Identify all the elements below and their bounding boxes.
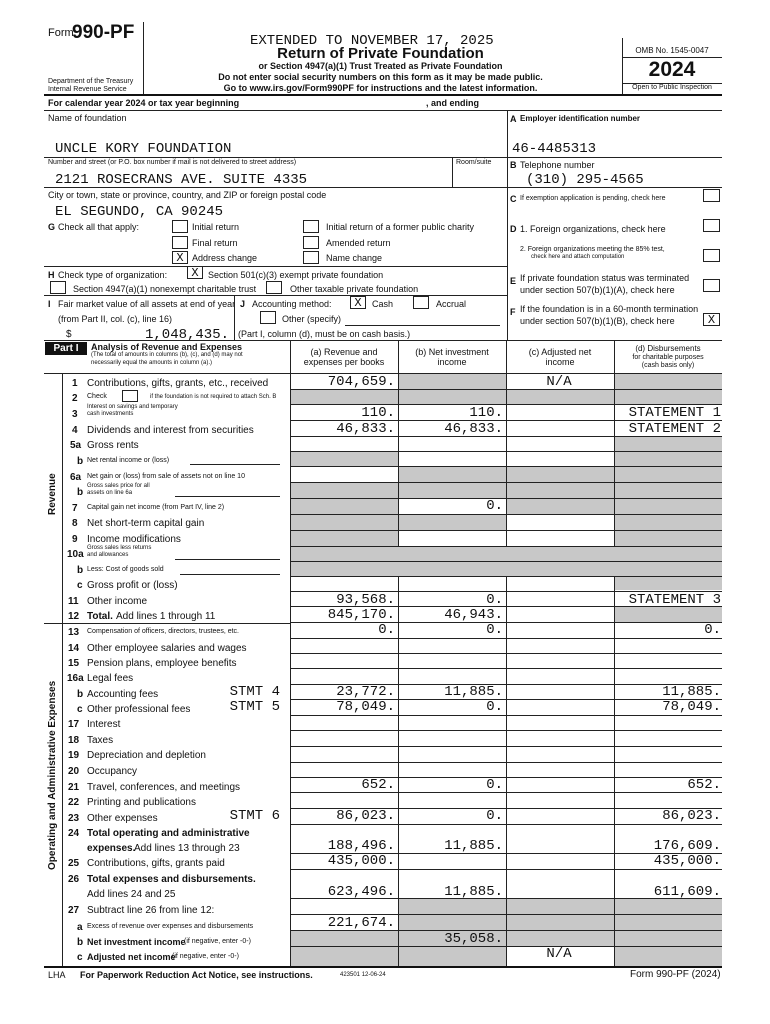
lha-label: LHA bbox=[48, 970, 66, 980]
line-27-label: Subtract line 26 from line 12: bbox=[87, 905, 215, 916]
line-5a-label: Gross rents bbox=[87, 440, 139, 451]
line-16b-num: b bbox=[77, 689, 84, 700]
line-24-num: 24 bbox=[68, 828, 80, 839]
line-20-num: 20 bbox=[68, 766, 80, 777]
line-1-col-c: N/A bbox=[546, 374, 572, 390]
address-change-checkbox[interactable]: X bbox=[172, 251, 188, 264]
line-4-col-b: 46,833. bbox=[444, 421, 503, 437]
line-2-note: if the foundation is not required to attach Sch. B bbox=[150, 394, 277, 400]
line-1-num: 1 bbox=[72, 378, 78, 389]
other-method-label: Other (specify) bbox=[282, 314, 342, 324]
c-checkbox[interactable] bbox=[703, 189, 720, 202]
line-5b-label: Net rental income or (loss) bbox=[87, 457, 170, 464]
street-label: Number and street (or P.O. box number if mail is not delivered to street address) bbox=[48, 159, 297, 166]
line-27c-col-c: N/A bbox=[546, 946, 572, 962]
f-line1: If the foundation is in a 60-month termination bbox=[520, 304, 699, 314]
i-letter: I bbox=[48, 299, 51, 309]
initial-return-checkbox[interactable] bbox=[172, 220, 188, 233]
final-return-checkbox[interactable] bbox=[172, 236, 188, 249]
g-label: Check all that apply: bbox=[58, 222, 140, 232]
part-i-title: Analysis of Revenue and Expenses bbox=[91, 342, 243, 352]
line-24-label: Total operating and administrative bbox=[87, 828, 250, 839]
line-3-label2: cash investments bbox=[87, 411, 134, 417]
line-12-label: Total. bbox=[87, 611, 113, 622]
line-10c-num: c bbox=[77, 580, 83, 591]
line-4-label: Dividends and interest from securities bbox=[87, 425, 254, 436]
col-c-header2: income bbox=[545, 357, 575, 367]
part-i-desc1: (The total of amounts in columns (b), (c), and (d) may not bbox=[91, 352, 243, 358]
h-4947-checkbox[interactable] bbox=[50, 281, 66, 294]
line-16a-label: Legal fees bbox=[87, 673, 134, 684]
cash-label: Cash bbox=[372, 299, 394, 309]
accrual-label: Accrual bbox=[436, 299, 467, 309]
line-21-num: 21 bbox=[68, 782, 80, 793]
col-d-header3: (cash basis only) bbox=[641, 362, 695, 369]
part-i-desc2: necessarily equal the amounts in column (a).) bbox=[91, 360, 213, 366]
line-24-col-d: 176,609. bbox=[653, 838, 721, 854]
line-10a-label2: and allowances bbox=[87, 552, 129, 558]
line-2-num: 2 bbox=[72, 393, 78, 404]
line-4-col-a: 46,833. bbox=[336, 421, 395, 437]
col-a-header2: expenses per books bbox=[303, 357, 385, 367]
line-3-label: Interest on savings and temporary bbox=[87, 404, 178, 410]
line-8-num: 8 bbox=[72, 518, 78, 529]
line-16c-col-a: 78,049. bbox=[336, 699, 395, 715]
line-24-col-a: 188,496. bbox=[327, 838, 395, 854]
line-23-stmt[interactable]: STMT 6 bbox=[229, 808, 280, 824]
line-26-label2: Add lines 24 and 25 bbox=[87, 889, 176, 900]
line-5a-num: 5a bbox=[70, 440, 82, 451]
line-21-col-a: 652. bbox=[361, 777, 395, 793]
line-10c-label: Gross profit or (loss) bbox=[87, 580, 178, 591]
line-3-num: 3 bbox=[72, 409, 78, 420]
accrual-checkbox[interactable] bbox=[413, 296, 429, 309]
line-16b-stmt[interactable]: STMT 4 bbox=[229, 684, 280, 700]
line-4-num: 4 bbox=[72, 425, 78, 436]
line-25-col-a: 435,000. bbox=[327, 853, 395, 869]
line-16b-col-a: 23,772. bbox=[336, 684, 395, 700]
line-6b-label2: assets on line 6a bbox=[87, 490, 133, 496]
d-letter: D bbox=[510, 224, 517, 234]
line-27-num: 27 bbox=[68, 905, 80, 916]
city-label: City or town, state or province, country, and ZIP or foreign postal code bbox=[48, 190, 327, 200]
line-16c-stmt[interactable]: STMT 5 bbox=[229, 699, 280, 715]
e-letter: E bbox=[510, 276, 517, 286]
line-26-col-a: 623,496. bbox=[327, 884, 395, 900]
line-27c-num: c bbox=[77, 952, 83, 963]
line-17-num: 17 bbox=[68, 719, 80, 730]
line-16c-num: c bbox=[77, 704, 83, 715]
department: Department of the Treasury bbox=[48, 78, 134, 85]
line-3-col-d: STATEMENT 1 bbox=[628, 405, 721, 421]
line-11-col-a: 93,568. bbox=[336, 592, 395, 608]
final-return-label: Final return bbox=[192, 238, 238, 248]
d1-label: 1. Foreign organizations, check here bbox=[520, 224, 666, 234]
col-b-header: (b) Net investment bbox=[415, 347, 489, 357]
f-letter: F bbox=[510, 307, 516, 317]
line-27c-label2: (if negative, enter -0-) bbox=[172, 953, 239, 960]
ein-letter: A bbox=[510, 114, 517, 124]
line-12-col-b: 46,943. bbox=[444, 607, 503, 623]
line-19-label: Depreciation and depletion bbox=[87, 750, 206, 761]
col-c-header: (c) Adjusted net bbox=[528, 347, 592, 357]
line-27a-label: Excess of revenue over expenses and disbursements bbox=[87, 923, 254, 930]
amended-return-checkbox[interactable] bbox=[303, 236, 319, 249]
line-10b-label: Less: Cost of goods sold bbox=[87, 566, 164, 573]
line-10a-num: 10a bbox=[67, 549, 84, 560]
foundation-name: UNCLE KORY FOUNDATION bbox=[55, 141, 232, 157]
line-7-col-b: 0. bbox=[486, 498, 503, 514]
e-line1: If private foundation status was terminated bbox=[520, 273, 690, 283]
e-line2: under section 507(b)(1)(A), check here bbox=[520, 285, 675, 295]
line-6b-num: b bbox=[77, 487, 84, 498]
form-label: Form bbox=[48, 27, 74, 39]
col-b-header2: income bbox=[437, 357, 467, 367]
line-6a-label: Net gain or (loss) from sale of assets not on line 10 bbox=[87, 473, 245, 480]
d2-checkbox[interactable] bbox=[703, 249, 720, 262]
line-27c-label: Adjusted net income bbox=[87, 952, 176, 962]
line-10a-label: Gross sales less returns bbox=[87, 545, 152, 551]
line-13-col-a: 0. bbox=[378, 622, 395, 638]
line-21-col-d: 652. bbox=[687, 777, 721, 793]
c-label: If exemption application is pending, check here bbox=[520, 195, 666, 202]
form-title: Return of Private Foundation bbox=[277, 45, 484, 62]
f-line2: under section 507(b)(1)(B), check here bbox=[520, 316, 675, 326]
col-a-header: (a) Revenue and bbox=[310, 347, 378, 357]
name-change-label: Name change bbox=[326, 253, 383, 263]
line-20-label: Occupancy bbox=[87, 766, 138, 777]
street-address: 2121 ROSECRANS AVE. SUITE 4335 bbox=[55, 172, 308, 188]
line-25-label: Contributions, gifts, grants paid bbox=[87, 858, 225, 869]
line-22-label: Printing and publications bbox=[87, 797, 196, 808]
line-27b-label: Net investment income bbox=[87, 937, 186, 947]
j-note: (Part I, column (d), must be on cash basis.) bbox=[238, 329, 411, 339]
line-21-label: Travel, conferences, and meetings bbox=[87, 782, 241, 793]
line-3-col-a: 110. bbox=[361, 405, 395, 421]
h-other-label: Other taxable private foundation bbox=[290, 284, 419, 294]
line-7-num: 7 bbox=[72, 503, 78, 514]
line-19-num: 19 bbox=[68, 750, 80, 761]
line-27a-num: a bbox=[77, 922, 83, 933]
ein-label: Employer identification number bbox=[520, 114, 641, 123]
h-501c3-checkbox[interactable]: X bbox=[187, 266, 203, 279]
h-label: Check type of organization: bbox=[58, 270, 168, 280]
amended-return-label: Amended return bbox=[326, 238, 391, 248]
initial-former-checkbox[interactable] bbox=[303, 220, 319, 233]
extended-notice: EXTENDED TO NOVEMBER 17, 2025 bbox=[250, 33, 494, 49]
paperwork-notice: For Paperwork Reduction Act Notice, see instructions. bbox=[80, 970, 313, 980]
line-13-col-b: 0. bbox=[486, 622, 503, 638]
line-10b-num: b bbox=[77, 565, 84, 576]
line-15-label: Pension plans, employee benefits bbox=[87, 658, 237, 669]
line-12-num: 12 bbox=[68, 611, 80, 622]
f-checkbox[interactable]: X bbox=[703, 313, 720, 326]
foundation-name-label: Name of foundation bbox=[48, 113, 127, 123]
g-letter: G bbox=[48, 222, 56, 232]
line-13-col-d: 0. bbox=[704, 622, 721, 638]
d2-label-a: 2. Foreign organizations meeting the 85% test, bbox=[520, 246, 665, 253]
omb-number: OMB No. 1545-0047 bbox=[635, 46, 709, 55]
line-27b-col-b: 35,058. bbox=[444, 931, 503, 947]
other-method-checkbox[interactable] bbox=[260, 311, 276, 324]
line-16c-col-d: 78,049. bbox=[662, 699, 721, 715]
line-5b-num: b bbox=[77, 456, 84, 467]
line-24-label2: expenses. bbox=[87, 843, 136, 854]
fair-market-value: 1,048,435. bbox=[145, 327, 230, 343]
part-i-label: Part I bbox=[45, 342, 87, 355]
line-2-label: Check bbox=[87, 393, 107, 400]
line-18-num: 18 bbox=[68, 735, 80, 746]
line-6b-label: Gross sales price for all bbox=[87, 483, 150, 489]
and-ending-label: , and ending bbox=[426, 98, 479, 108]
line-6a-num: 6a bbox=[70, 472, 82, 483]
room-label: Room/suite bbox=[456, 159, 492, 166]
h-other-checkbox[interactable] bbox=[266, 281, 282, 294]
line-23-label: Other expenses bbox=[87, 813, 158, 824]
line-11-num: 11 bbox=[68, 596, 79, 607]
line-3-col-b: 110. bbox=[469, 405, 503, 421]
line-12-label2: Add lines 1 through 11 bbox=[116, 611, 216, 622]
line-13-label: Compensation of officers, directors, trustees, etc. bbox=[87, 628, 239, 635]
col-d-header2: for charitable purposes bbox=[632, 354, 704, 361]
j-label: Accounting method: bbox=[252, 299, 332, 309]
form-subtitle: or Section 4947(a)(1) Trust Treated as Private Foundation bbox=[258, 61, 503, 71]
form-code: 423501 12-06-24 bbox=[340, 972, 386, 978]
line-4-col-d: STATEMENT 2 bbox=[628, 421, 721, 437]
col-d-header: (d) Disbursements bbox=[635, 344, 701, 353]
line-26-label: Total expenses and disbursements. bbox=[87, 874, 256, 885]
line-24-label3: Add lines 13 through 23 bbox=[134, 843, 240, 854]
line-23-col-a: 86,023. bbox=[336, 808, 395, 824]
phone-letter: B bbox=[510, 160, 517, 170]
instructions-notice: Go to www.irs.gov/Form990PF for instructions and the latest information. bbox=[223, 83, 538, 93]
line-16c-col-b: 0. bbox=[486, 699, 503, 715]
line-17-label: Interest bbox=[87, 719, 121, 730]
tax-year: 2024 bbox=[648, 58, 696, 81]
line-14-label: Other employee salaries and wages bbox=[87, 643, 247, 654]
line-27b-label2: (if negative, enter -0-) bbox=[184, 938, 251, 945]
initial-former-label: Initial return of a former public charity bbox=[326, 222, 475, 232]
line-14-num: 14 bbox=[68, 643, 80, 654]
j-letter: J bbox=[240, 299, 246, 309]
line-27a-col-a: 221,674. bbox=[327, 915, 395, 931]
c-letter: C bbox=[510, 194, 517, 204]
line-25-col-d: 435,000. bbox=[653, 853, 721, 869]
expenses-side-label: Operating and Administrative Expenses bbox=[47, 680, 58, 870]
line-27b-num: b bbox=[77, 937, 84, 948]
revenue-side-label: Revenue bbox=[47, 473, 58, 515]
city-state-zip: EL SEGUNDO, CA 90245 bbox=[55, 204, 224, 220]
line-16b-label: Accounting fees bbox=[87, 689, 159, 700]
h-501c3-label: Section 501(c)(3) exempt private foundation bbox=[208, 270, 384, 280]
line-12-col-a: 845,170. bbox=[327, 607, 395, 623]
line-11-col-b: 0. bbox=[486, 592, 503, 608]
line-26-col-b: 11,885. bbox=[444, 884, 503, 900]
i-line2: (from Part II, col. (c), line 16) bbox=[58, 314, 173, 324]
line-13-num: 13 bbox=[68, 627, 80, 638]
line-9-num: 9 bbox=[72, 534, 78, 545]
i-line1: Fair market value of all assets at end of year bbox=[58, 299, 236, 309]
line-16c-label: Other professional fees bbox=[87, 704, 191, 715]
address-change-label: Address change bbox=[192, 253, 258, 263]
line-15-num: 15 bbox=[68, 658, 80, 669]
line-25-num: 25 bbox=[68, 858, 80, 869]
line-7-label: Capital gain net income (from Part IV, line 2) bbox=[87, 504, 225, 511]
line-22-num: 22 bbox=[68, 797, 80, 808]
line-16b-col-d: 11,885. bbox=[662, 684, 721, 700]
line-24-col-b: 11,885. bbox=[444, 838, 503, 854]
line-26-num: 26 bbox=[68, 874, 80, 885]
irs: Internal Revenue Service bbox=[48, 86, 127, 93]
line-21-col-b: 0. bbox=[486, 777, 503, 793]
line-23-num: 23 bbox=[68, 813, 80, 824]
line-8-label: Net short-term capital gain bbox=[87, 518, 205, 529]
phone-label: Telephone number bbox=[520, 160, 595, 170]
line-1-col-a: 704,659. bbox=[327, 374, 395, 390]
e-checkbox[interactable] bbox=[703, 279, 720, 292]
line-18-label: Taxes bbox=[87, 735, 114, 746]
form-number: 990-PF bbox=[72, 22, 135, 43]
open-to-public: Open to Public Inspection bbox=[632, 84, 712, 91]
line-1-label: Contributions, gifts, grants, etc., received bbox=[87, 378, 269, 389]
footer-form-label: Form 990-PF (2024) bbox=[630, 969, 721, 980]
calendar-year-label: For calendar year 2024 or tax year beginning bbox=[48, 98, 240, 108]
h-letter: H bbox=[48, 270, 55, 280]
h-4947-label: Section 4947(a)(1) nonexempt charitable trust bbox=[73, 284, 257, 294]
line-26-col-d: 611,609. bbox=[653, 884, 721, 900]
sch-b-checkbox[interactable] bbox=[122, 390, 138, 402]
cash-checkbox[interactable]: X bbox=[350, 296, 366, 309]
line-16a-num: 16a bbox=[67, 673, 84, 684]
line-11-label: Other income bbox=[87, 596, 148, 607]
phone-number: (310) 295-4565 bbox=[526, 172, 644, 188]
d1-checkbox[interactable] bbox=[703, 219, 720, 232]
line-16b-col-b: 11,885. bbox=[444, 684, 503, 700]
name-change-checkbox[interactable] bbox=[303, 251, 319, 264]
ein-value: 46-4485313 bbox=[512, 141, 597, 157]
line-23-col-b: 0. bbox=[486, 808, 503, 824]
line-9-label: Income modifications bbox=[87, 534, 181, 545]
ssn-notice: Do not enter social security numbers on this form as it may be made public. bbox=[218, 72, 543, 82]
initial-return-label: Initial return bbox=[192, 222, 240, 232]
d2-label-b: check here and attach computation bbox=[531, 254, 625, 260]
i-dollar: $ bbox=[66, 329, 72, 340]
line-23-col-d: 86,023. bbox=[662, 808, 721, 824]
line-11-col-d: STATEMENT 3 bbox=[628, 592, 721, 608]
